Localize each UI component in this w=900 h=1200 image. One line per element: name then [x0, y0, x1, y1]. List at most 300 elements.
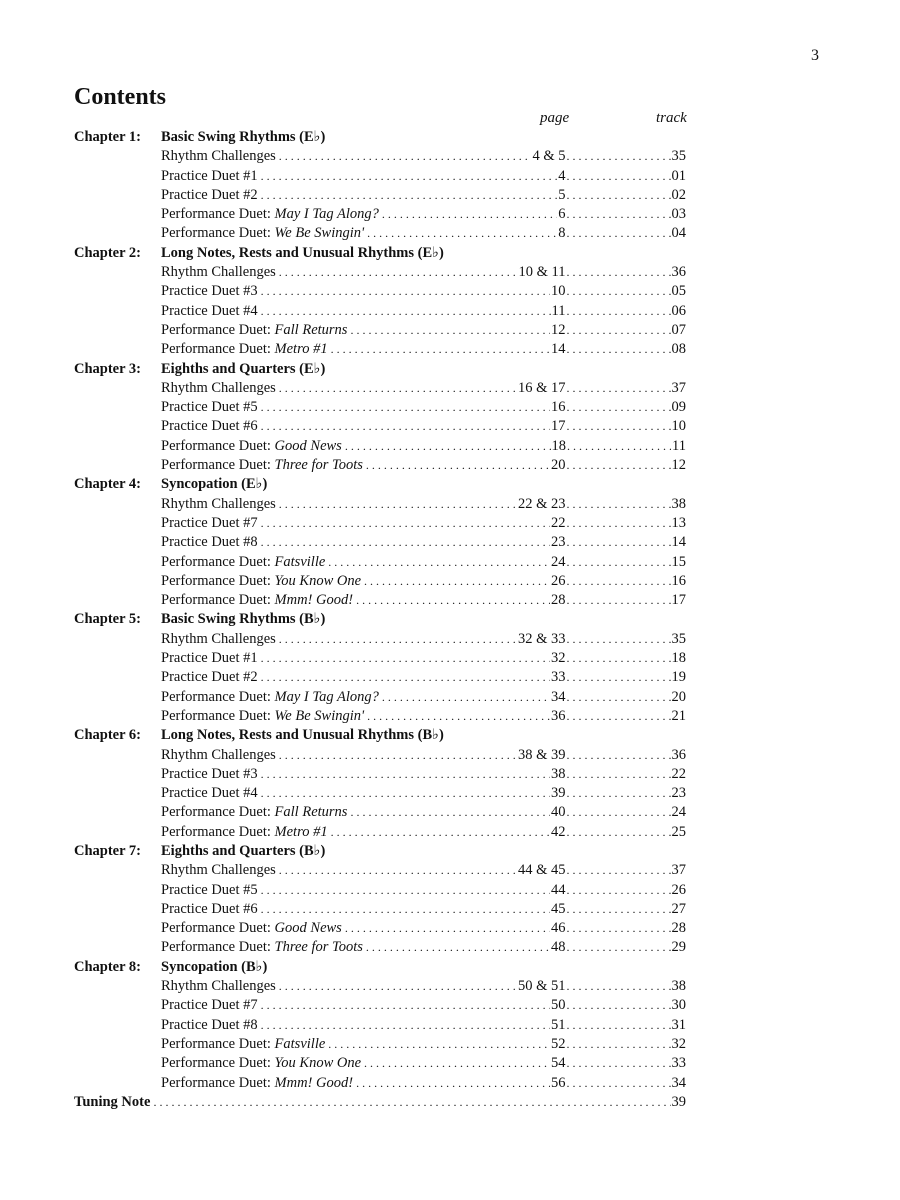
dot-leader: [356, 591, 550, 610]
entry-title: [161, 379, 279, 398]
entry-text: Performance Duet:: [161, 341, 275, 358]
entry-page: 50 & 51: [517, 978, 566, 995]
chapter-label: Chapter 8:: [74, 958, 141, 975]
entry-page: 44: [551, 881, 566, 898]
dot-leader: [279, 147, 532, 166]
entry-page: 14: [551, 341, 566, 358]
dot-leader: [567, 919, 671, 938]
entry-title: [161, 398, 261, 417]
dot-leader: [567, 938, 671, 957]
entry-track: 15: [671, 553, 686, 570]
dot-leader: [567, 379, 671, 398]
toc-entry: [74, 456, 686, 475]
dot-leader: [331, 823, 550, 842]
dot-leader: [567, 746, 671, 765]
dot-leader: [567, 282, 671, 301]
entry-page: 24: [551, 553, 566, 570]
toc-entry: [74, 167, 686, 186]
dot-leader: [345, 437, 551, 456]
entry-track: 38: [671, 495, 686, 512]
toc-entry: [74, 861, 686, 880]
entry-piece-title: Mmm! Good!: [274, 592, 354, 609]
entry-text: Practice Duet #5: [161, 399, 258, 416]
entry-page: 33: [551, 669, 566, 686]
entry-track: 38: [671, 978, 686, 995]
entry-page: 20: [551, 457, 566, 474]
entry-piece-title: Fatsville: [274, 553, 326, 570]
dot-leader: [261, 649, 550, 668]
dot-leader: [261, 765, 550, 784]
entry-track: 24: [671, 804, 686, 821]
entry-track: 11: [672, 437, 686, 454]
entry-piece-title: Three for Toots: [274, 457, 363, 474]
dot-leader: [279, 861, 517, 880]
dot-leader: [567, 1074, 671, 1093]
chapter-title: Syncopation (B♭): [161, 958, 268, 975]
toc-entry: [74, 417, 686, 436]
entry-text: Practice Duet #7: [161, 997, 258, 1014]
dot-leader: [364, 572, 550, 591]
dot-leader: [567, 688, 671, 707]
entry-text: Performance Duet:: [161, 688, 275, 705]
tuning-note-label: Tuning Note: [74, 1093, 151, 1110]
dot-leader: [567, 147, 671, 166]
page-column-header: page: [540, 110, 570, 126]
tuning-note-track: 39: [671, 1093, 686, 1110]
entry-track: 13: [671, 514, 686, 531]
entry-page: 28: [551, 592, 566, 609]
dot-leader: [567, 167, 671, 186]
entry-track: 31: [671, 1016, 686, 1033]
entry-title: [161, 1016, 261, 1035]
dot-leader: [279, 630, 517, 649]
entry-title: [161, 668, 261, 687]
entry-track: 01: [671, 167, 686, 184]
toc-entry: [74, 572, 686, 591]
toc-entry: [74, 765, 686, 784]
entry-text: Practice Duet #4: [161, 302, 258, 319]
entry-text: Rhythm Challenges: [161, 978, 276, 995]
entry-page: 17: [551, 418, 566, 435]
entry-piece-title: Metro #1: [274, 823, 328, 840]
dot-leader: [567, 996, 671, 1015]
dot-leader: [567, 205, 671, 224]
entry-track: 04: [671, 225, 686, 242]
entry-page: 32 & 33: [517, 630, 566, 647]
entry-page: 22: [551, 514, 566, 531]
entry-page: 12: [551, 321, 566, 338]
dot-leader: [350, 321, 550, 340]
toc-entry: [74, 649, 686, 668]
entry-track: 09: [671, 399, 686, 416]
dot-leader: [567, 784, 671, 803]
entry-title: [161, 147, 279, 166]
toc-entry: [74, 707, 686, 726]
dot-leader: [382, 688, 550, 707]
entry-piece-title: Fatsville: [274, 1035, 326, 1052]
entry-page: 26: [551, 572, 566, 589]
entry-title: [161, 996, 261, 1015]
toc-entry: [74, 591, 686, 610]
dot-leader: [367, 707, 550, 726]
dot-leader: [279, 495, 517, 514]
entry-text: Performance Duet:: [161, 920, 275, 937]
entry-text: Practice Duet #7: [161, 514, 258, 531]
dot-leader: [567, 1035, 671, 1054]
toc-entry: [74, 996, 686, 1015]
entry-piece-title: Metro #1: [274, 341, 328, 358]
toc-entry: [74, 784, 686, 803]
entry-page: 32: [551, 650, 566, 667]
toc-entry: [74, 379, 686, 398]
entry-page: 54: [551, 1055, 566, 1072]
entry-track: 23: [671, 785, 686, 802]
dot-leader: [567, 186, 671, 205]
dot-leader: [261, 784, 550, 803]
dot-leader: [328, 553, 550, 572]
entry-page: 44 & 45: [517, 862, 566, 879]
entry-title: [161, 861, 279, 880]
entry-title: [161, 282, 261, 301]
toc-entry: [74, 514, 686, 533]
dot-leader: [567, 495, 671, 514]
dot-leader: [367, 224, 557, 243]
entry-page: 10: [551, 283, 566, 300]
entry-text: Practice Duet #1: [161, 650, 258, 667]
entry-page: 10 & 11: [518, 264, 566, 281]
entry-text: Performance Duet:: [161, 553, 275, 570]
track-column-header: track: [656, 110, 687, 126]
page-title: Contents: [74, 84, 167, 110]
toc-entry: [74, 553, 686, 572]
entry-piece-title: We Be Swingin': [274, 707, 365, 724]
entry-title: [161, 417, 261, 436]
entry-track: 34: [671, 1074, 686, 1091]
toc-entry: [74, 533, 686, 552]
chapter-heading: [74, 475, 686, 494]
entry-title: [161, 514, 261, 533]
entry-track: 22: [671, 765, 686, 782]
entry-page: 39: [551, 785, 566, 802]
entry-track: 36: [671, 264, 686, 281]
entry-text: Performance Duet:: [161, 939, 275, 956]
entry-title: [161, 437, 345, 456]
dot-leader: [261, 900, 550, 919]
toc-entry: [74, 302, 686, 321]
entry-text: Performance Duet:: [161, 707, 275, 724]
entry-text: Practice Duet #6: [161, 418, 258, 435]
entry-title: [161, 938, 366, 957]
entry-text: Performance Duet:: [161, 804, 275, 821]
chapter-title: Basic Swing Rhythms (E♭): [161, 129, 326, 145]
chapter-label: Chapter 6:: [74, 727, 141, 744]
toc-entry: [74, 630, 686, 649]
entry-page: 36: [551, 707, 566, 724]
entry-page: 56: [551, 1074, 566, 1091]
entry-track: 07: [671, 321, 686, 338]
chapter-heading: [74, 610, 686, 629]
entry-text: Performance Duet:: [161, 225, 275, 242]
toc-entry: [74, 938, 686, 957]
entry-page: 4: [558, 167, 566, 184]
entry-track: 27: [671, 900, 686, 917]
chapter-title: Long Notes, Rests and Unusual Rhythms (B♭): [161, 727, 444, 744]
entry-page: 46: [551, 920, 566, 937]
entry-text: Performance Duet:: [161, 321, 275, 338]
toc-entry: [74, 321, 686, 340]
entry-track: 02: [671, 186, 686, 203]
dot-leader: [567, 456, 671, 475]
dot-leader: [567, 514, 671, 533]
entry-text: Rhythm Challenges: [161, 148, 276, 165]
entry-page: 50: [551, 997, 566, 1014]
entry-title: [161, 263, 279, 282]
dot-leader: [261, 996, 550, 1015]
entry-track: 05: [671, 283, 686, 300]
entry-text: Practice Duet #3: [161, 765, 258, 782]
entry-text: Performance Duet:: [161, 1074, 275, 1091]
table-of-contents: [74, 128, 686, 1112]
entry-page: 38: [551, 765, 566, 782]
dot-leader: [366, 938, 550, 957]
entry-text: Practice Duet #3: [161, 283, 258, 300]
dot-leader: [261, 881, 550, 900]
dot-leader: [261, 167, 558, 186]
entry-text: Performance Duet:: [161, 592, 275, 609]
chapter-title: Eighths and Quarters (B♭): [161, 842, 326, 859]
dot-leader: [567, 630, 671, 649]
entry-text: Rhythm Challenges: [161, 495, 276, 512]
entry-track: 33: [671, 1055, 686, 1072]
entry-track: 18: [671, 650, 686, 667]
dot-leader: [567, 1054, 671, 1073]
entry-track: 26: [671, 881, 686, 898]
dot-leader: [328, 1035, 550, 1054]
chapter-label: Chapter 2:: [74, 244, 141, 261]
entry-text: Performance Duet:: [161, 437, 275, 454]
entry-page: 11: [551, 302, 566, 319]
entry-title: [161, 1074, 356, 1093]
entry-track: 21: [671, 707, 686, 724]
entry-title: [161, 977, 279, 996]
entry-piece-title: Fall Returns: [274, 321, 348, 338]
entry-piece-title: Good News: [274, 437, 342, 454]
entry-text: Practice Duet #4: [161, 785, 258, 802]
entry-piece-title: You Know One: [274, 1055, 362, 1072]
dot-leader: [567, 881, 671, 900]
chapter-heading: [74, 128, 686, 147]
chapter-label: Chapter 1:: [74, 129, 141, 145]
entry-text: Practice Duet #1: [161, 167, 258, 184]
entry-piece-title: Good News: [274, 920, 342, 937]
dot-leader: [567, 668, 671, 687]
toc-entry: [74, 668, 686, 687]
dot-leader: [567, 553, 671, 572]
dot-leader: [153, 1093, 670, 1112]
entry-page: 51: [551, 1016, 566, 1033]
tuning-note-entry: [74, 1093, 686, 1112]
entry-track: 16: [671, 572, 686, 589]
entry-text: Practice Duet #8: [161, 534, 258, 551]
dot-leader: [567, 340, 671, 359]
toc-entry: [74, 340, 686, 359]
entry-track: 35: [671, 630, 686, 647]
entry-title: [161, 302, 261, 321]
entry-page: 22 & 23: [517, 495, 566, 512]
entry-title: [161, 919, 345, 938]
entry-track: 08: [671, 341, 686, 358]
entry-text: Performance Duet:: [161, 572, 275, 589]
dot-leader: [567, 321, 671, 340]
entry-text: Performance Duet:: [161, 823, 275, 840]
entry-title: [161, 456, 366, 475]
dot-leader: [364, 1054, 550, 1073]
entry-track: 32: [671, 1035, 686, 1052]
chapter-heading: [74, 360, 686, 379]
dot-leader: [567, 591, 671, 610]
dot-leader: [350, 803, 550, 822]
chapter-title: Syncopation (E♭): [161, 476, 268, 493]
toc-entry: [74, 224, 686, 243]
entry-track: 10: [671, 418, 686, 435]
entry-page: 16 & 17: [517, 379, 566, 396]
entry-text: Performance Duet:: [161, 1055, 275, 1072]
entry-title: [161, 630, 279, 649]
page-number: 3: [811, 47, 819, 64]
chapter-label: Chapter 5:: [74, 611, 141, 628]
toc-entry: [74, 282, 686, 301]
dot-leader: [567, 803, 671, 822]
entry-title: [161, 803, 350, 822]
entry-piece-title: Fall Returns: [274, 804, 348, 821]
toc-entry: [74, 147, 686, 166]
entry-page: 5: [558, 186, 566, 203]
entry-page: 38 & 39: [517, 746, 566, 763]
entry-title: [161, 1035, 328, 1054]
entry-text: Performance Duet:: [161, 457, 275, 474]
chapter-heading: [74, 958, 686, 977]
toc-entry: [74, 977, 686, 996]
dot-leader: [567, 437, 671, 456]
entry-piece-title: You Know One: [274, 572, 362, 589]
entry-title: [161, 321, 350, 340]
dot-leader: [279, 263, 518, 282]
dot-leader: [261, 398, 550, 417]
dot-leader: [567, 707, 671, 726]
entry-track: 35: [671, 148, 686, 165]
toc-entry: [74, 1074, 686, 1093]
dot-leader: [567, 823, 671, 842]
entry-track: 06: [671, 302, 686, 319]
entry-track: 25: [671, 823, 686, 840]
chapter-title: Long Notes, Rests and Unusual Rhythms (E♭): [161, 244, 444, 261]
entry-page: 6: [558, 206, 566, 223]
toc-entry: [74, 1016, 686, 1035]
dot-leader: [567, 302, 671, 321]
dot-leader: [366, 456, 550, 475]
entry-page: 18: [551, 437, 567, 454]
chapter-title: Basic Swing Rhythms (B♭): [161, 611, 326, 628]
entry-title: [161, 572, 364, 591]
entry-piece-title: We Be Swingin': [274, 225, 365, 242]
toc-entry: [74, 746, 686, 765]
dot-leader: [567, 533, 671, 552]
toc-entry: [74, 823, 686, 842]
entry-page: 42: [551, 823, 566, 840]
dot-leader: [279, 977, 517, 996]
toc-entry: [74, 881, 686, 900]
entry-page: 48: [551, 939, 566, 956]
chapter-label: Chapter 3:: [74, 360, 141, 377]
dot-leader: [279, 746, 517, 765]
toc-entry: [74, 803, 686, 822]
toc-entry: [74, 205, 686, 224]
dot-leader: [261, 417, 550, 436]
toc-entry: [74, 263, 686, 282]
chapter-heading: [74, 244, 686, 263]
entry-title: [161, 224, 367, 243]
entry-page: 40: [551, 804, 566, 821]
entry-title: [161, 688, 382, 707]
entry-title: [161, 167, 261, 186]
dot-leader: [567, 900, 671, 919]
entry-title: [161, 340, 331, 359]
dot-leader: [261, 1016, 550, 1035]
entry-piece-title: May I Tag Along?: [274, 688, 379, 705]
entry-page: 16: [551, 399, 566, 416]
dot-leader: [567, 977, 671, 996]
entry-track: 20: [671, 688, 686, 705]
chapter-title: Eighths and Quarters (E♭): [161, 360, 326, 377]
entry-text: Rhythm Challenges: [161, 379, 276, 396]
entry-text: Rhythm Challenges: [161, 630, 276, 647]
toc-entry: [74, 186, 686, 205]
entry-title: [161, 186, 261, 205]
entry-page: 8: [558, 225, 566, 242]
entry-track: 17: [671, 592, 686, 609]
entry-text: Practice Duet #8: [161, 1016, 258, 1033]
entry-title: [161, 591, 356, 610]
entry-text: Rhythm Challenges: [161, 264, 276, 281]
toc-entry: [74, 495, 686, 514]
dot-leader: [261, 282, 550, 301]
dot-leader: [261, 668, 550, 687]
toc-entry: [74, 1054, 686, 1073]
entry-title: [161, 533, 261, 552]
dot-leader: [567, 765, 671, 784]
toc-entry: [74, 398, 686, 417]
entry-text: Performance Duet:: [161, 1035, 275, 1052]
entry-text: Practice Duet #2: [161, 669, 258, 686]
dot-leader: [567, 572, 671, 591]
chapter-heading: [74, 726, 686, 745]
entry-track: 14: [671, 534, 686, 551]
dot-leader: [261, 533, 550, 552]
entry-title: [161, 746, 279, 765]
entry-track: 29: [671, 939, 686, 956]
dot-leader: [261, 186, 558, 205]
dot-leader: [261, 302, 551, 321]
entry-piece-title: May I Tag Along?: [274, 206, 379, 223]
entry-title: [161, 765, 261, 784]
chapter-heading: [74, 842, 686, 861]
entry-title: [161, 881, 261, 900]
entry-track: 19: [671, 669, 686, 686]
dot-leader: [567, 224, 671, 243]
entry-track: 03: [671, 206, 686, 223]
entry-text: Practice Duet #5: [161, 881, 258, 898]
entry-text: Practice Duet #6: [161, 900, 258, 917]
